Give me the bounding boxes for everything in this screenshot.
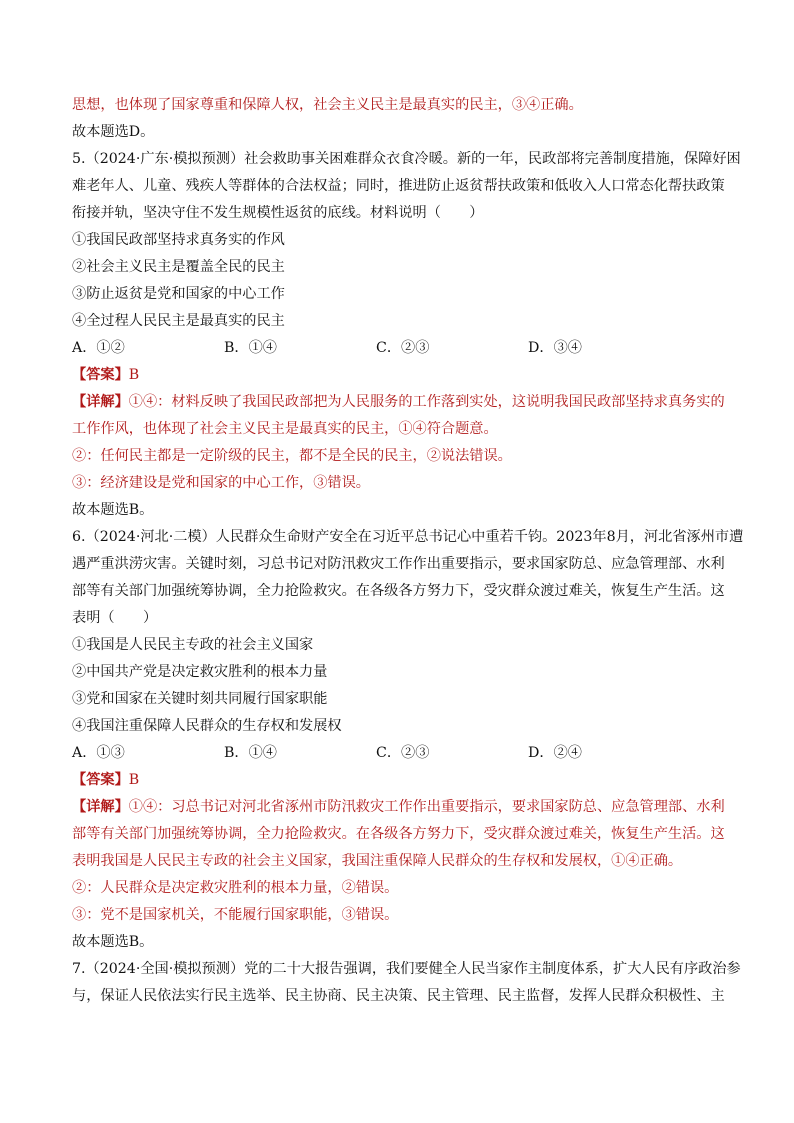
q6-answer-value: B [128, 772, 140, 788]
q5-option-a: A．①② [72, 340, 125, 356]
q5-stem-line-2: 难老年人、儿童、残疾人等群体的合法权益；同时，推进防止返贫帮扶政策和低收入人口常态化帮扶政策 [72, 178, 725, 194]
intro-line-2: 故本题选D。 [72, 124, 155, 140]
q5-answer-value: B [128, 367, 140, 383]
q5-detail-line-4: ③：经济建设是党和国家的中心工作，③错误。 [72, 475, 370, 491]
q5-statement-1: ①我国民政部坚持求真务实的作风 [72, 232, 285, 248]
q6-stem-line-1: 6.（2024·河北·二模）人民群众生命财产安全在习近平总书记心中重若千钧。2023年8月，河北省涿州市遭 [72, 529, 744, 545]
q6-detail-line-5: ③：党不是国家机关，不能履行国家职能，③错误。 [72, 907, 399, 923]
q6-detail-line-3: 表明我国是人民民主专政的社会主义国家，我国注重保障人民群众的生存权和发展权，①④正确。 [72, 853, 683, 869]
q6-detail-text-1: ①④：习总书记对河北省涿州市防汛救灾工作作出重要指示，要求国家防总、应急管理部、水利 [128, 799, 725, 815]
q5-stem-line-1: 5.（2024·广东·模拟预测）社会救助事关困难群众衣食冷暖。新的一年，民政部将完善制度措施，保障好困 [72, 151, 741, 167]
q5-detail-line-2: 工作作风，也体现了社会主义民主是最真实的民主，①④符合题意。 [72, 421, 498, 437]
q6-statement-2: ②中国共产党是决定救灾胜利的根本力量 [72, 664, 328, 680]
q7-stem-line-1: 7.（2024·全国·模拟预测）党的二十大报告强调，我们要健全人民当家作主制度体系，扩大人民有序政治参 [72, 961, 741, 977]
q6-statement-1: ①我国是人民民主专政的社会主义国家 [72, 637, 314, 653]
q6-answer [72, 767, 724, 794]
q6-stem-line-2: 遇严重洪涝灾害。关键时刻，习总书记对防汛救灾工作作出重要指示，要求国家防总、应急管理部、水利 [72, 556, 725, 572]
q6-option-b: B．①④ [224, 745, 277, 761]
q6-answer-tag: 【答案】 [72, 772, 129, 788]
q6-detail-line-4: ②：人民群众是决定救灾胜利的根本力量，②错误。 [72, 880, 399, 896]
q6-stem-line-4: 表明（ ） [72, 610, 158, 626]
q6-detail-line-2: 部等有关部门加强统筹协调，全力抢险救灾。在各级各方努力下，受灾群众渡过难关，恢复生产生活。这 [72, 826, 725, 842]
q5-option-b: B．①④ [224, 340, 277, 356]
q5-options [72, 335, 724, 362]
intro-line-1: 思想，也体现了国家尊重和保障人权，社会主义民主是最真实的民主，③④正确。 [72, 97, 583, 113]
q5-statement-4: ④全过程人民民主是最真实的民主 [72, 313, 285, 329]
q6-option-a: A．①③ [72, 745, 125, 761]
question-7 [72, 956, 741, 1010]
q5-conclusion: 故本题选B。 [72, 502, 154, 518]
q6-conclusion: 故本题选B。 [72, 934, 154, 950]
q6-stem-line-3: 部等有关部门加强统筹协调，全力抢险救灾。在各级各方努力下，受灾群众渡过难关，恢复生产生活。这 [72, 583, 725, 599]
q6-option-d: D．②④ [528, 745, 582, 761]
question-6 [72, 524, 744, 956]
q5-detail-line-3: ②：任何民主都是一定阶级的民主，都不是全民的民主，②说法错误。 [72, 448, 512, 464]
q5-statement-3: ③防止返贫是党和国家的中心工作 [72, 286, 285, 302]
q6-statement-3: ③党和国家在关键时刻共同履行国家职能 [72, 691, 328, 707]
q5-detail-line-1 [72, 389, 724, 416]
q7-stem-line-2: 与，保证人民依法实行民主选举、民主协商、民主决策、民主管理、民主监督，发挥人民群众积极性、主 [72, 988, 725, 1004]
q5-statement-2: ②社会主义民主是覆盖全民的民主 [72, 259, 285, 275]
q6-options [72, 740, 724, 767]
q5-answer [72, 362, 724, 389]
q5-stem-line-3: 衔接并轨，坚决守住不发生规模性返贫的底线。材料说明（ ） [72, 205, 484, 221]
q5-option-d: D．③④ [528, 340, 582, 356]
question-5 [72, 146, 741, 524]
q6-option-c: C．②③ [376, 745, 430, 761]
q5-option-c: C．②③ [376, 340, 430, 356]
q5-detail-text-1: ①④：材料反映了我国民政部把为人民服务的工作落到实处，这说明我国民政部坚持求真务实的 [128, 394, 725, 410]
q5-detail-tag: 【详解】 [72, 394, 129, 410]
q6-detail-tag: 【详解】 [72, 799, 129, 815]
q6-detail-line-1 [72, 794, 724, 821]
document-content [72, 92, 744, 1010]
q5-answer-tag: 【答案】 [72, 367, 129, 383]
q6-statement-4: ④我国注重保障人民群众的生存权和发展权 [72, 718, 342, 734]
